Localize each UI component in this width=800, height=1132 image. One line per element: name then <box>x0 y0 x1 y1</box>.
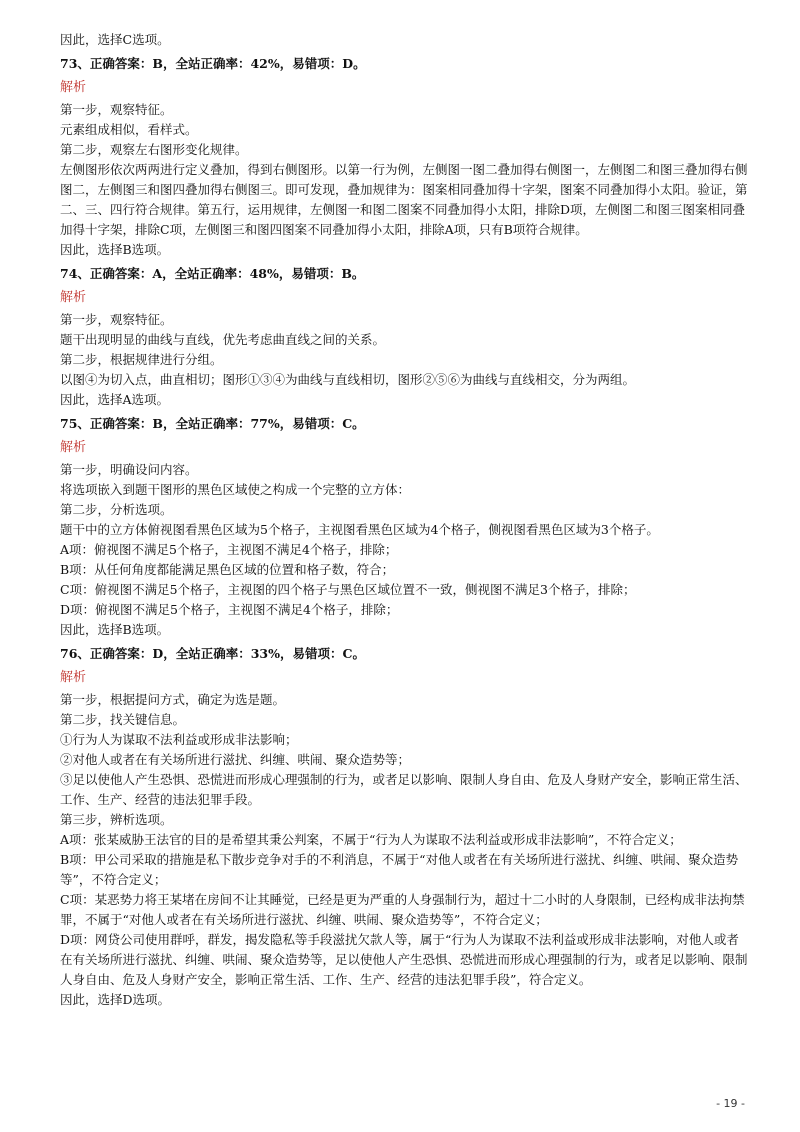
analysis-line: 题干出现明显的曲线与直线，优先考虑曲直线之间的关系。 <box>60 332 386 347</box>
analysis-line: 将选项嵌入到题干图形的黑色区域使之构成一个完整的立方体： <box>60 482 411 497</box>
analysis-line: 元素组成相似，看样式。 <box>60 122 198 137</box>
analysis-line: ③足以使他人产生恐惧、恐慌进而形成心理强制的行为，或者足以影响、限制人身自由、危及人身财产安全，影响正常生活、工作、生产、经营的违法犯罪手段。 <box>60 772 748 807</box>
analysis-label: 解析 <box>60 80 87 95</box>
analysis-line: 第二步，根据规律进行分组。 <box>60 352 223 367</box>
question-header: 75、正确答案：B，全站正确率：77%，易错项：C。 <box>60 416 365 431</box>
question-section <box>60 54 750 260</box>
analysis-line: 第一步，根据提问方式，确定为选是题。 <box>60 692 286 707</box>
analysis-line: 因此，选择B选项。 <box>60 242 170 257</box>
intro-line: 因此，选择C选项。 <box>60 32 170 47</box>
question-section <box>60 414 750 640</box>
analysis-line: C项：某恶势力将王某堵在房间不让其睡觉，已经是更为严重的人身强制行为，超过十二小时的人身限制，已经构成非法拘禁罪，不属于“对他人或者在有关场所进行滋扰、纠缠、哄闹、聚众造势等”，不符合定义； <box>60 892 745 927</box>
analysis-line: 第二步，分析选项。 <box>60 502 173 517</box>
analysis-line: ①行为人为谋取不法利益或形成非法影响； <box>60 732 298 747</box>
analysis-line: B项：甲公司采取的措施是私下散步竞争对手的不利消息，不属于“对他人或者在有关场所进行滋扰、纠缠、哄闹、聚众造势等”，不符合定义； <box>60 852 739 887</box>
analysis-line: A项：俯视图不满足5个格子，主视图不满足4个格子，排除； <box>60 542 398 557</box>
analysis-line: 左侧图形依次两两进行定义叠加，得到右侧图形。以第一行为例，左侧图一图二叠加得右侧图一，左侧图二和图三叠加得右侧图二，左侧图三和图四叠加得右侧图三。即可发现，叠加规律为：图案相同叠加得十字架，图案不同叠加得小太阳。验证，第二、三、四行符合规律。第五行，运用规律，左侧图一和图二图案不同叠加得小太阳，排除D项，左侧图二和图三图案相同叠加得十字架，排除C项，左侧图三和图四图案不同叠加得小太阳，排除A项，只有B项符合规律。 <box>60 162 748 237</box>
analysis-line: C项：俯视图不满足5个格子，主视图的四个格子与黑色区域位置不一致，侧视图不满足3个格子，排除； <box>60 582 636 597</box>
analysis-line: 第二步，观察左右图形变化规律。 <box>60 142 248 157</box>
question-header: 73、正确答案：B，全站正确率：42%，易错项：D。 <box>60 56 366 71</box>
analysis-label: 解析 <box>60 290 87 305</box>
question-header: 76、正确答案：D，全站正确率：33%，易错项：C。 <box>60 646 365 661</box>
analysis-line: 因此，选择B选项。 <box>60 622 170 637</box>
analysis-label: 解析 <box>60 440 87 455</box>
analysis-line: A项：张某威胁王法官的目的是希望其秉公判案，不属于“行为人为谋取不法利益或形成非法影响”，不符合定义； <box>60 832 682 847</box>
question-section <box>60 644 750 1010</box>
analysis-line: 第一步，明确设问内容。 <box>60 462 198 477</box>
analysis-line: 因此，选择D选项。 <box>60 992 171 1007</box>
document-body <box>60 30 750 1010</box>
analysis-line: 因此，选择A选项。 <box>60 392 170 407</box>
question-header: 74、正确答案：A，全站正确率：48%，易错项：B。 <box>60 266 365 281</box>
analysis-line: 第一步，观察特征。 <box>60 102 173 117</box>
page-number: - 19 - <box>716 1097 745 1110</box>
analysis-line: ②对他人或者在有关场所进行滋扰、纠缠、哄闹、聚众造势等； <box>60 752 411 767</box>
analysis-line: 以图④为切入点，曲直相切；图形①③④为曲线与直线相切，图形②⑤⑥为曲线与直线相交，分为两组。 <box>60 372 636 387</box>
analysis-line: D项：俯视图不满足5个格子，主视图不满足4个格子，排除； <box>60 602 399 617</box>
analysis-line: B项：从任何角度都能满足黑色区域的位置和格子数，符合； <box>60 562 395 577</box>
analysis-line: 第二步，找关键信息。 <box>60 712 186 727</box>
analysis-label: 解析 <box>60 670 87 685</box>
analysis-line: D项：网贷公司使用群呼，群发，揭发隐私等手段滋扰欠款人等，属于“行为人为谋取不法利益或形成非法影响，对他人或者在有关场所进行滋扰、纠缠、哄闹、聚众造势等，足以使他人产生恐惧、恐慌进而形成心理强制的行为，或者足以影响、限制人身自由、危及人身财产安全，影响正常生活、工作、生产、经营的违法犯罪手段”，符合定义。 <box>60 932 748 987</box>
analysis-line: 题干中的立方体俯视图看黑色区域为5个格子，主视图看黑色区域为4个格子，侧视图看黑色区域为3个格子。 <box>60 522 659 537</box>
analysis-line: 第三步，辨析选项。 <box>60 812 173 827</box>
question-list <box>60 54 750 1010</box>
question-section <box>60 264 750 410</box>
analysis-line: 第一步，观察特征。 <box>60 312 173 327</box>
